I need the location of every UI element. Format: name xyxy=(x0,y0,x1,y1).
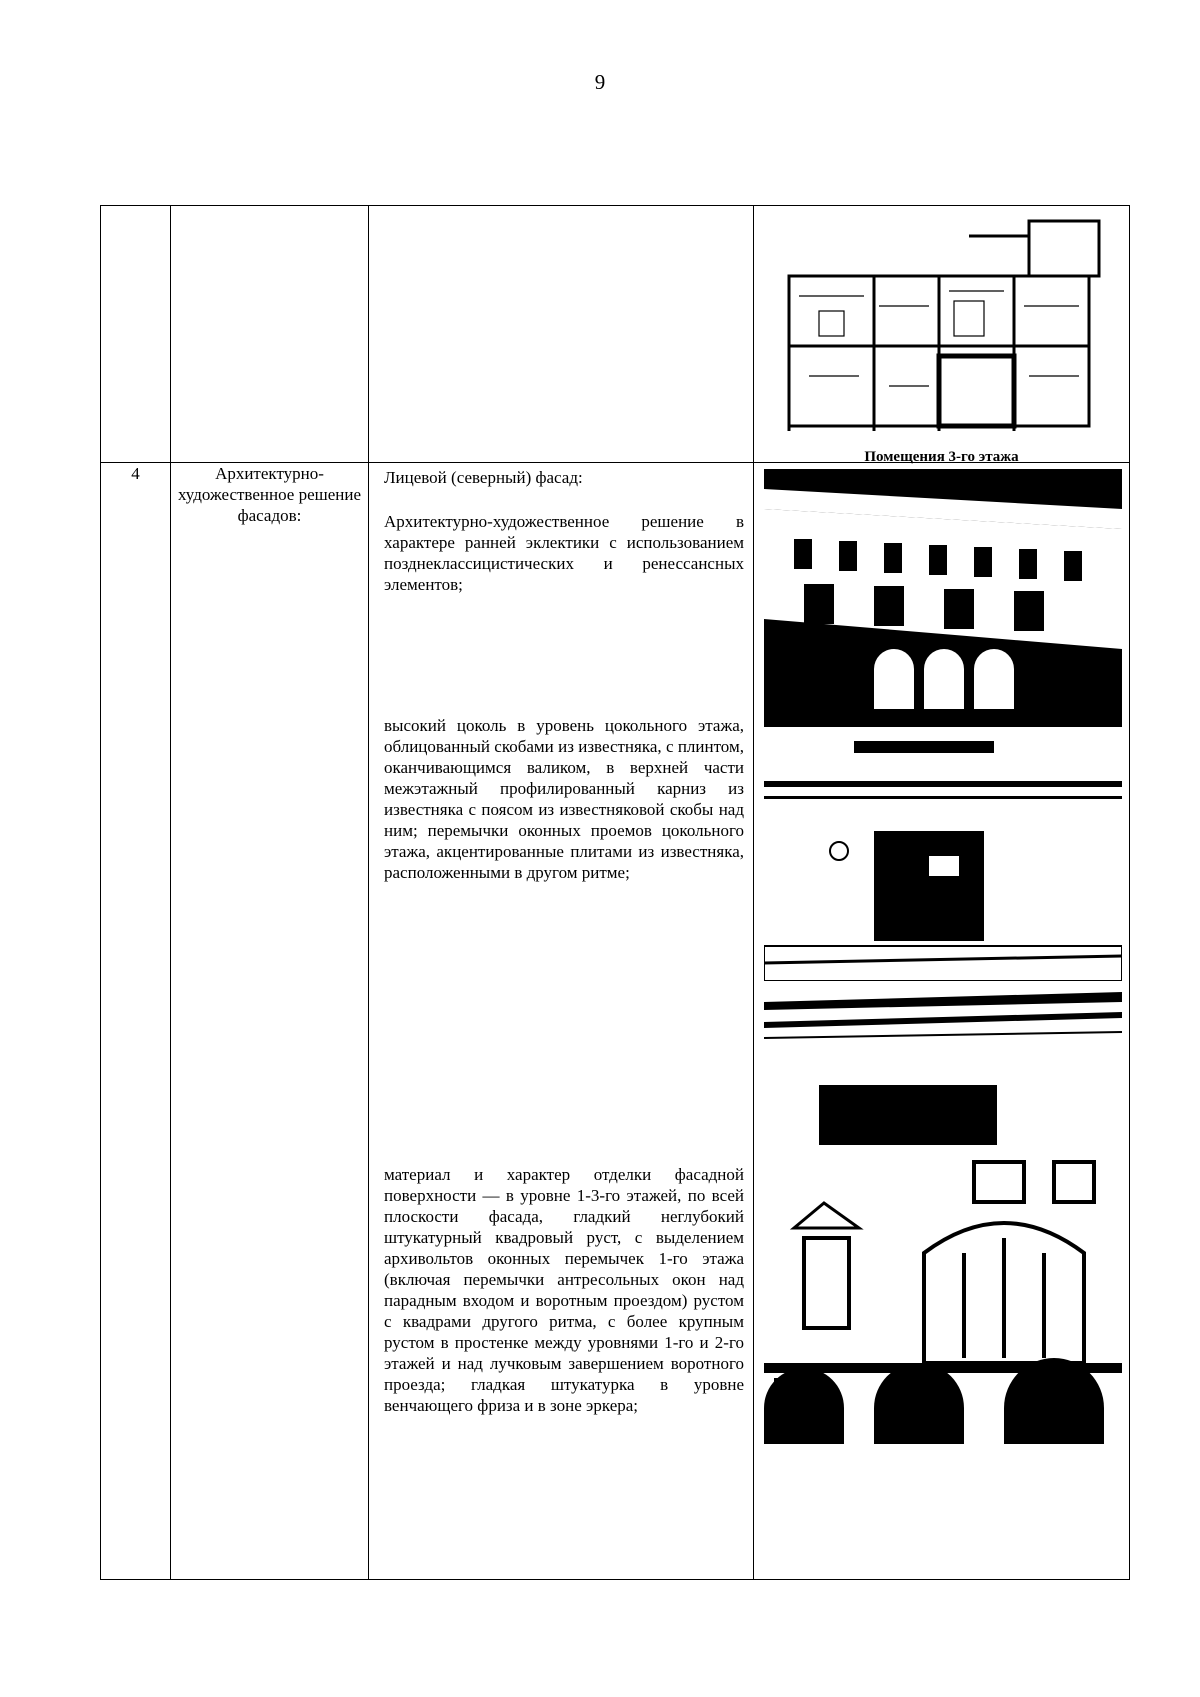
description-paragraph-3: материал и характер отделки фасадной поверхности — в уровне 1-3-го этажей, по всей плоскости фасада, гладкий неглубокий штукатурный квадровый руст, с выделением архивольтов оконных перемычек 1-го этажа (включая перемычки антресольных окон над парадным входом и воротным проездом) рустом с квадрами другого ритма, с более крупным рустом в простенке между уровнями 1-го и 2-го этажей и над лучковым завершением воротного проезда; гладкая штукатурка в уровне венчающего фриза и в зоне эркера; xyxy=(384,1165,744,1415)
facade-photo xyxy=(764,469,1122,727)
row-description xyxy=(369,463,754,1580)
table-row-4 xyxy=(101,463,1130,1580)
page-number: 9 xyxy=(594,70,606,94)
description-paragraph-2: высокий цоколь в уровень цокольного этажа, облицованный скобами из известняка, с плинтом, оканчивающимся валиком, в верхней части межэтажный профилированный карниз из известняка с поясом из известняковой скобы над ним; перемычки оконных проемов цокольного этажа, акцентированные плитами из известняка, расположенными в другом ритме; xyxy=(384,716,744,882)
floor-plan-caption: Помещения 3-го этажа xyxy=(864,449,1019,465)
cell-name-empty xyxy=(171,206,369,463)
cell-number-empty xyxy=(101,206,171,463)
plinth-photo xyxy=(764,741,1122,981)
row-subject-name: Архитектурно-художественное решение фасадов: xyxy=(171,463,369,1580)
erker-photo xyxy=(764,1158,1122,1444)
table-row-continued xyxy=(101,206,1130,463)
cell-floor-plan xyxy=(754,206,1130,463)
cell-desc-empty xyxy=(369,206,754,463)
description-heading: Лицевой (северный) фасад: xyxy=(384,468,583,487)
monument-subject-table xyxy=(100,205,1130,1580)
floor-plan-image xyxy=(779,216,1109,446)
row-number: 4 xyxy=(101,463,171,1580)
cell-facade-photos xyxy=(754,463,1130,1580)
description-paragraph-1: Архитектурно-художественное решение в характере ранней эклектики с использованием позднеклассицистических и ренессансных элементов; xyxy=(384,512,744,594)
redacted-block xyxy=(819,1085,997,1145)
cornice-photo xyxy=(764,988,1122,1048)
